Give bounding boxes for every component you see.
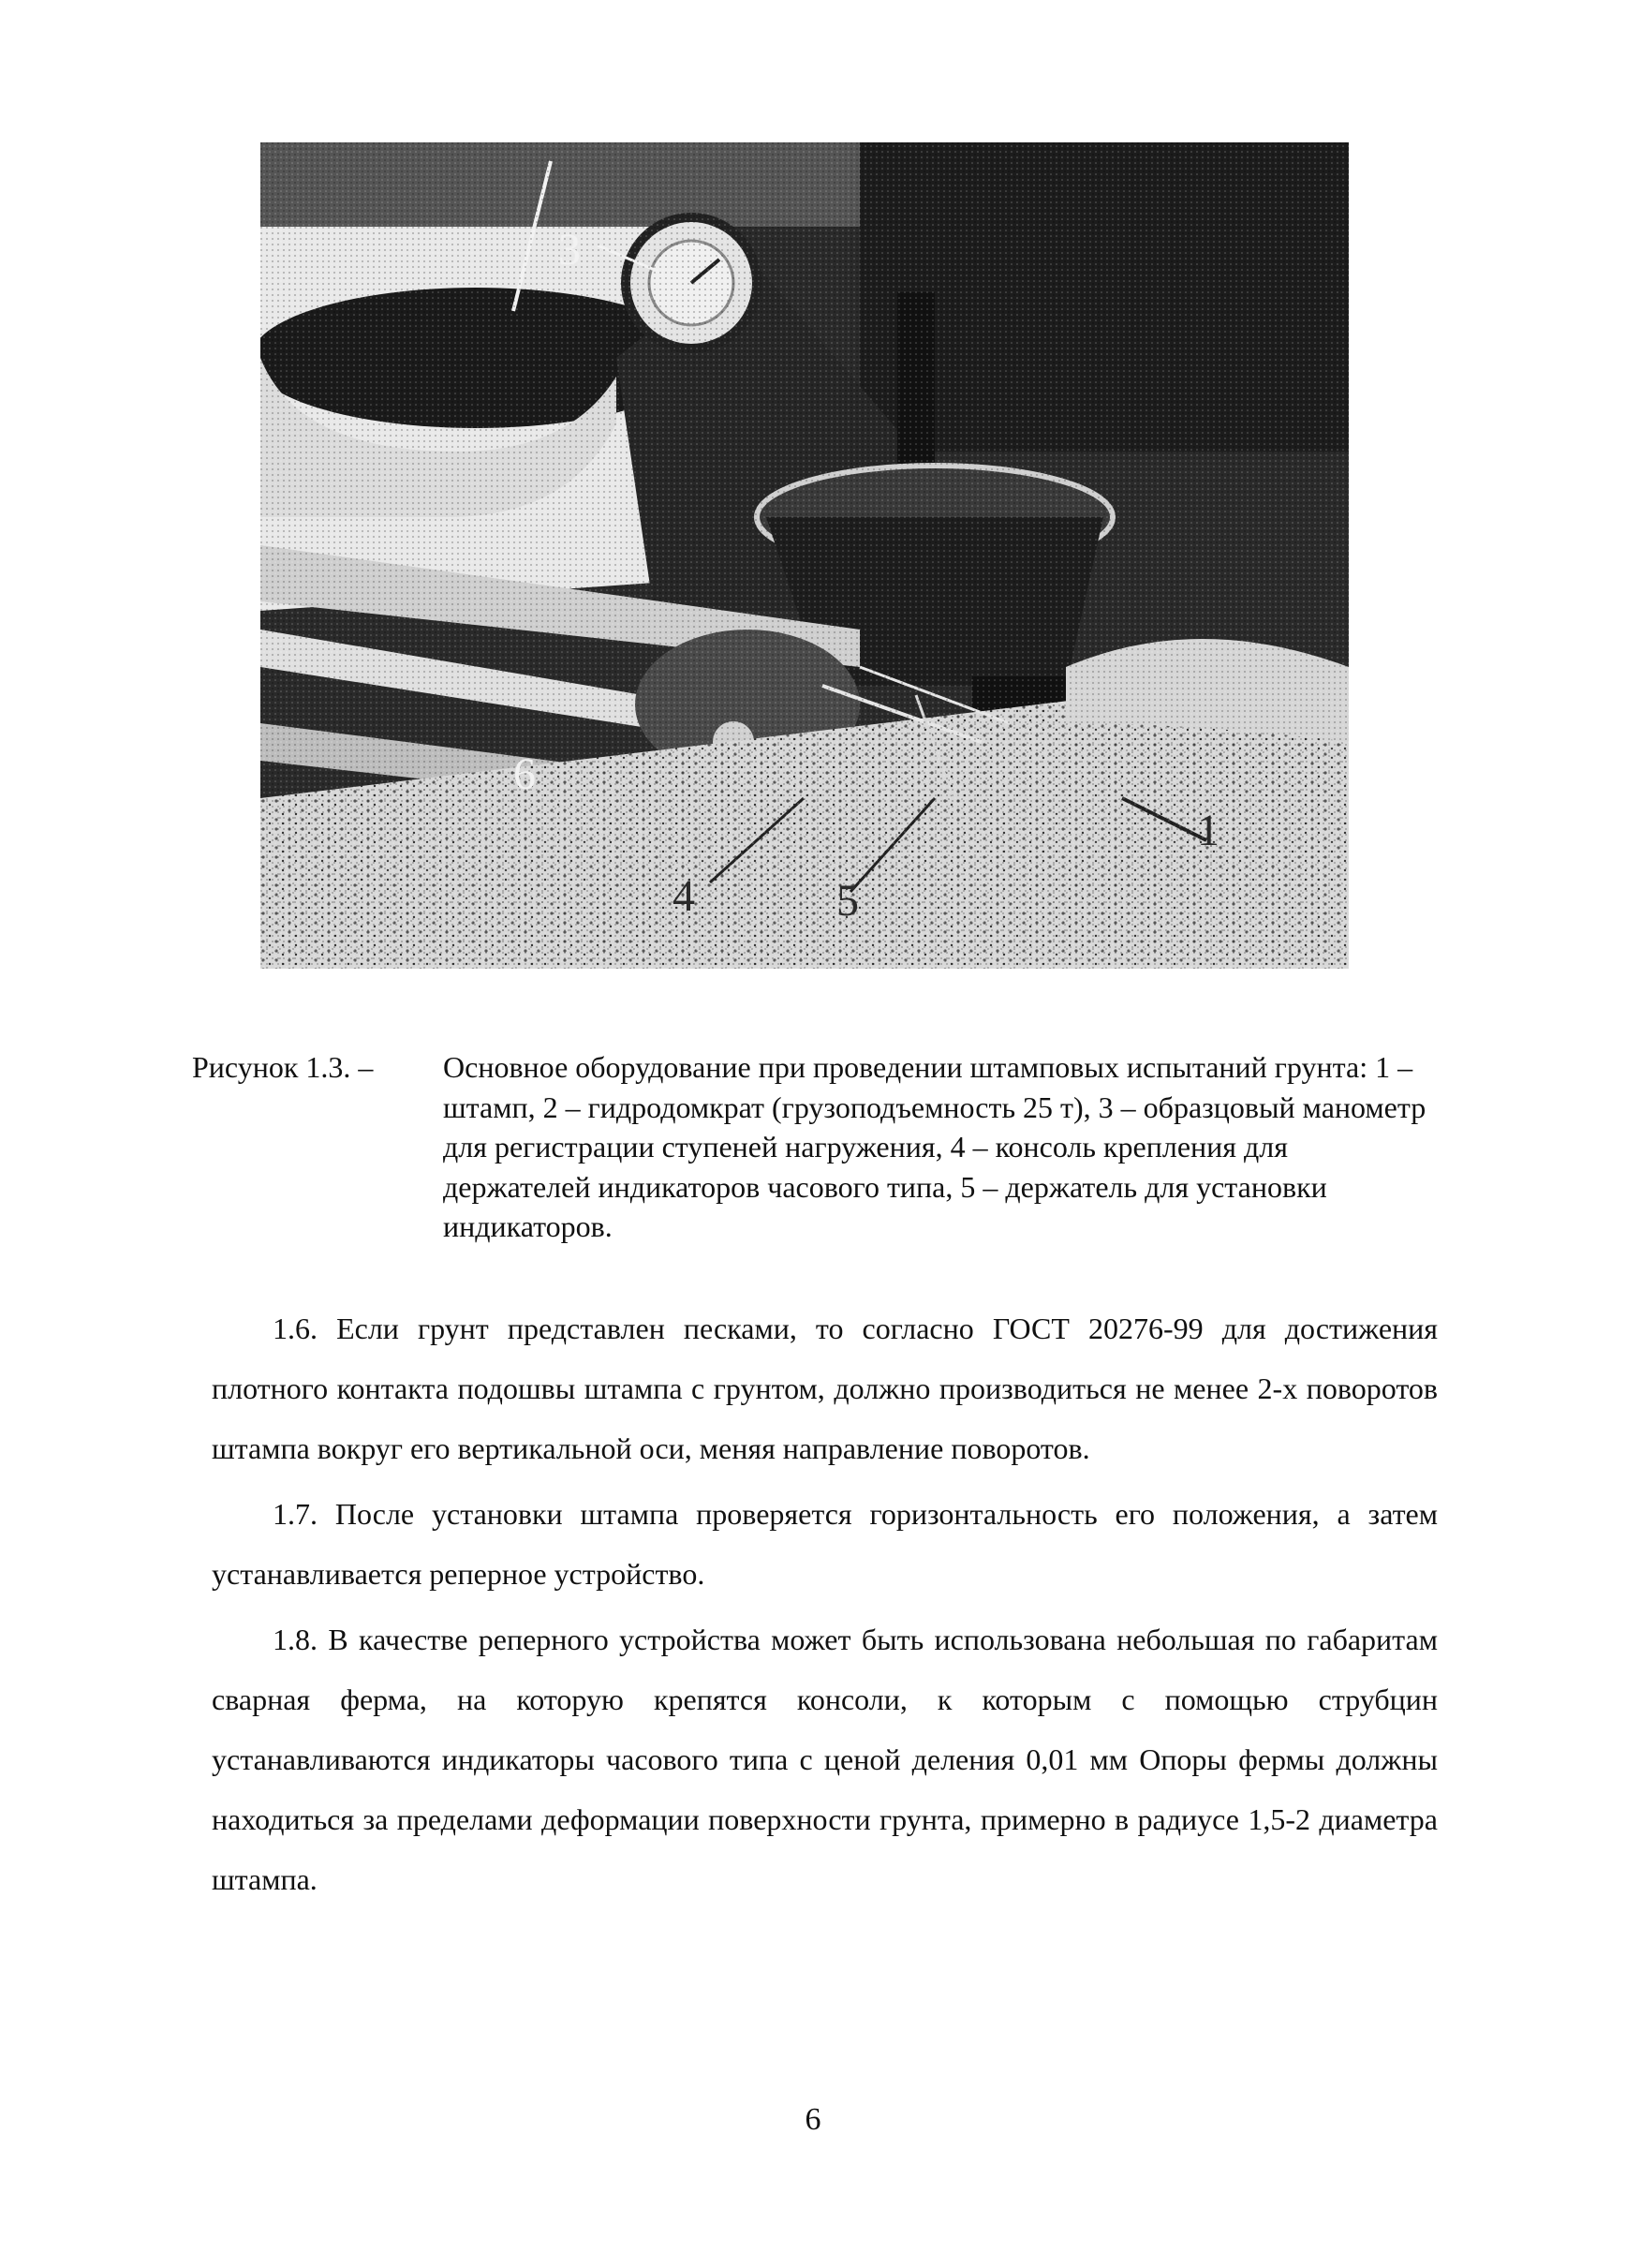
figure-label-1: 1 (1197, 806, 1220, 855)
body-text (212, 1298, 1438, 1915)
equipment-photo (260, 142, 1349, 969)
figure-label-5: 5 (836, 876, 859, 926)
equipment-photo-drawing (260, 142, 1349, 969)
figure-label-3: 3 (558, 225, 581, 274)
figure-label-4: 4 (673, 871, 695, 921)
paragraph-1-7: 1.7. После установки штампа проверяется горизонтальность его положения, а затем устанавливается реперное устройство. (212, 1497, 1438, 1591)
caption-text: Основное оборудование при проведении штамповых испытаний грунта: 1 – штамп, 2 – гидродомкрат (грузоподъемность 25 т), 3 – образцовый манометр для регистрации ступеней нагружения, 4 – консоль крепления для держателей индикаторов часового типа, 5 – держатель для установки индикаторов. (443, 1050, 1426, 1244)
figure-label-6: 6 (513, 749, 536, 799)
page-number: 6 (805, 2102, 821, 2137)
paragraph-1-6: 1.6. Если грунт представлен песками, то согласно ГОСТ 20276-99 для достижения плотного контакта подошвы штампа с грунтом, должно производиться не менее 2-х поворотов штампа вокруг его вертикальной оси, меняя направление поворотов. (212, 1312, 1438, 1465)
caption-label: Рисунок 1.3. – (192, 1050, 374, 1084)
figure-caption (192, 1047, 1438, 1247)
paragraph-1-8: 1.8. В качестве реперного устройства может быть использована небольшая по габаритам сварная ферма, на которую крепятся консоли, к которым с помощью струбцин устанавливаются индикаторы часового типа с ценой деления 0,01 мм Опоры фермы должны находиться за пределами деформации поверхности грунта, примерно в радиусе 1,5-2 диаметра штампа. (212, 1623, 1438, 1896)
